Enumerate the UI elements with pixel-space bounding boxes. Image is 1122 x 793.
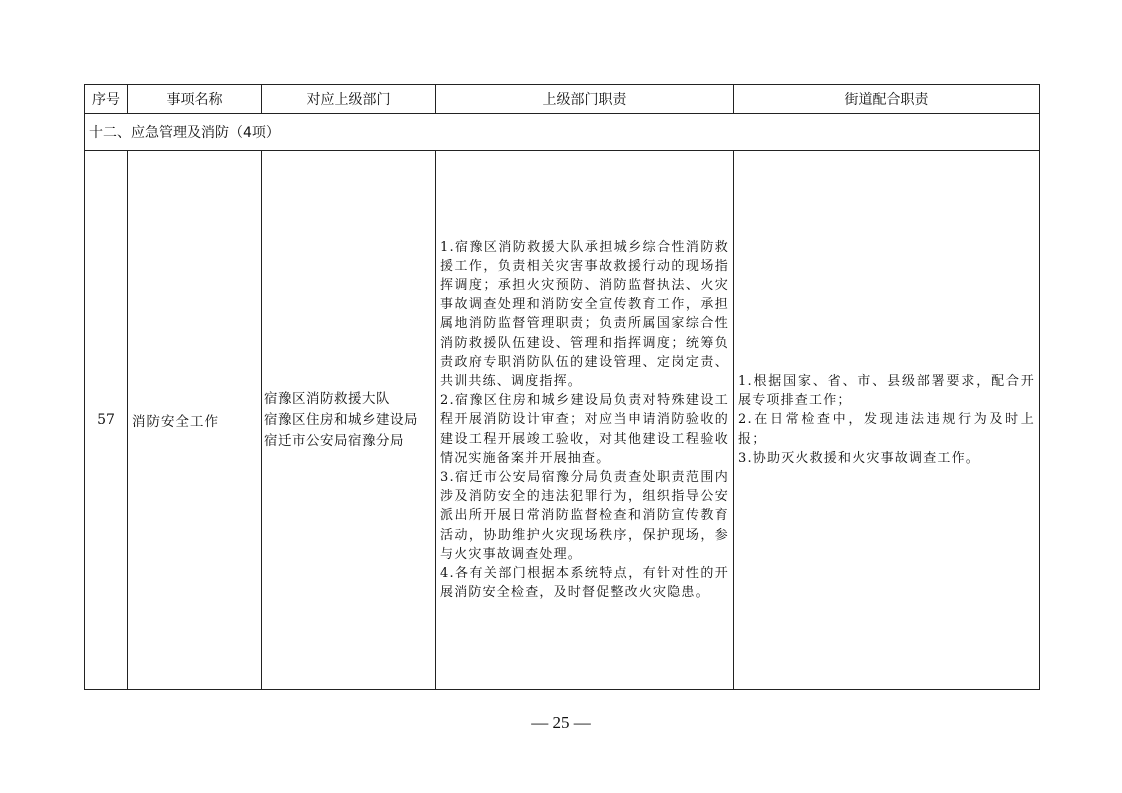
section-title: 十二、应急管理及消防（4项） xyxy=(85,114,1040,151)
item-number: 57 xyxy=(85,151,128,690)
street-duty-paragraph: 3.协助灭火救援和火灾事故调查工作。 xyxy=(738,450,981,466)
header-street-duties: 街道配合职责 xyxy=(734,85,1040,114)
duty-paragraph: 4.各有关部门根据本系统特点，有针对性的开展消防安全检查，及时督促整改火灾隐患。 xyxy=(440,566,729,601)
street-duty-paragraph: 1.根据国家、省、市、县级部署要求，配合开展专项排查工作； xyxy=(738,373,1035,409)
header-department: 对应上级部门 xyxy=(262,85,436,114)
table-row xyxy=(85,151,1040,690)
department-line: 宿豫区消防救援大队 xyxy=(264,390,390,407)
duty-paragraph: 1.宿豫区消防救援大队承担城乡综合性消防救援工作，负责相关灾害事故救援行动的现场指挥调度；承担火灾预防、消防监督执法、火灾事故调查处理和消防安全宣传教育工作，承担属地消防监督管理职责；负责所属国家综合性消防救援队伍建设、管理和指挥调度；统筹负责政府专职消防队伍的建设管理、定岗定责、共训共练、调度指挥。 xyxy=(440,239,729,389)
header-row xyxy=(85,85,1040,114)
street-duty-paragraph: 2.在日常检查中，发现违法违规行为及时上报； xyxy=(738,412,1035,447)
department-line: 宿豫区住房和城乡建设局 xyxy=(264,411,418,428)
department-cell xyxy=(262,151,436,690)
duty-paragraph: 2.宿豫区住房和城乡建设局负责对特殊建设工程开展消防设计审查；对应当申请消防验收的建设工程开展竣工验收，对其他建设工程验收情况实施备案并开展抽查。 xyxy=(440,393,729,466)
duty-paragraph: 3.宿迁市公安局宿豫分局负责查处职责范围内涉及消防安全的违法犯罪行为，组织指导公安派出所开展日常消防监督检查和消防宣传教育活动，协助维护火灾现场秩序，保护现场，参与火灾事故调查处理。 xyxy=(440,470,729,562)
page-number: — 25 — xyxy=(531,713,591,732)
street-duties-cell xyxy=(734,151,1040,690)
superior-duties-cell xyxy=(436,151,734,690)
item-name: 消防安全工作 xyxy=(128,151,262,690)
header-item-name: 事项名称 xyxy=(128,85,262,114)
section-row xyxy=(85,114,1040,151)
responsibility-table xyxy=(84,84,1040,690)
header-superior-duties: 上级部门职责 xyxy=(436,85,734,114)
department-line: 宿迁市公安局宿豫分局 xyxy=(264,432,404,449)
header-number: 序号 xyxy=(85,85,128,114)
